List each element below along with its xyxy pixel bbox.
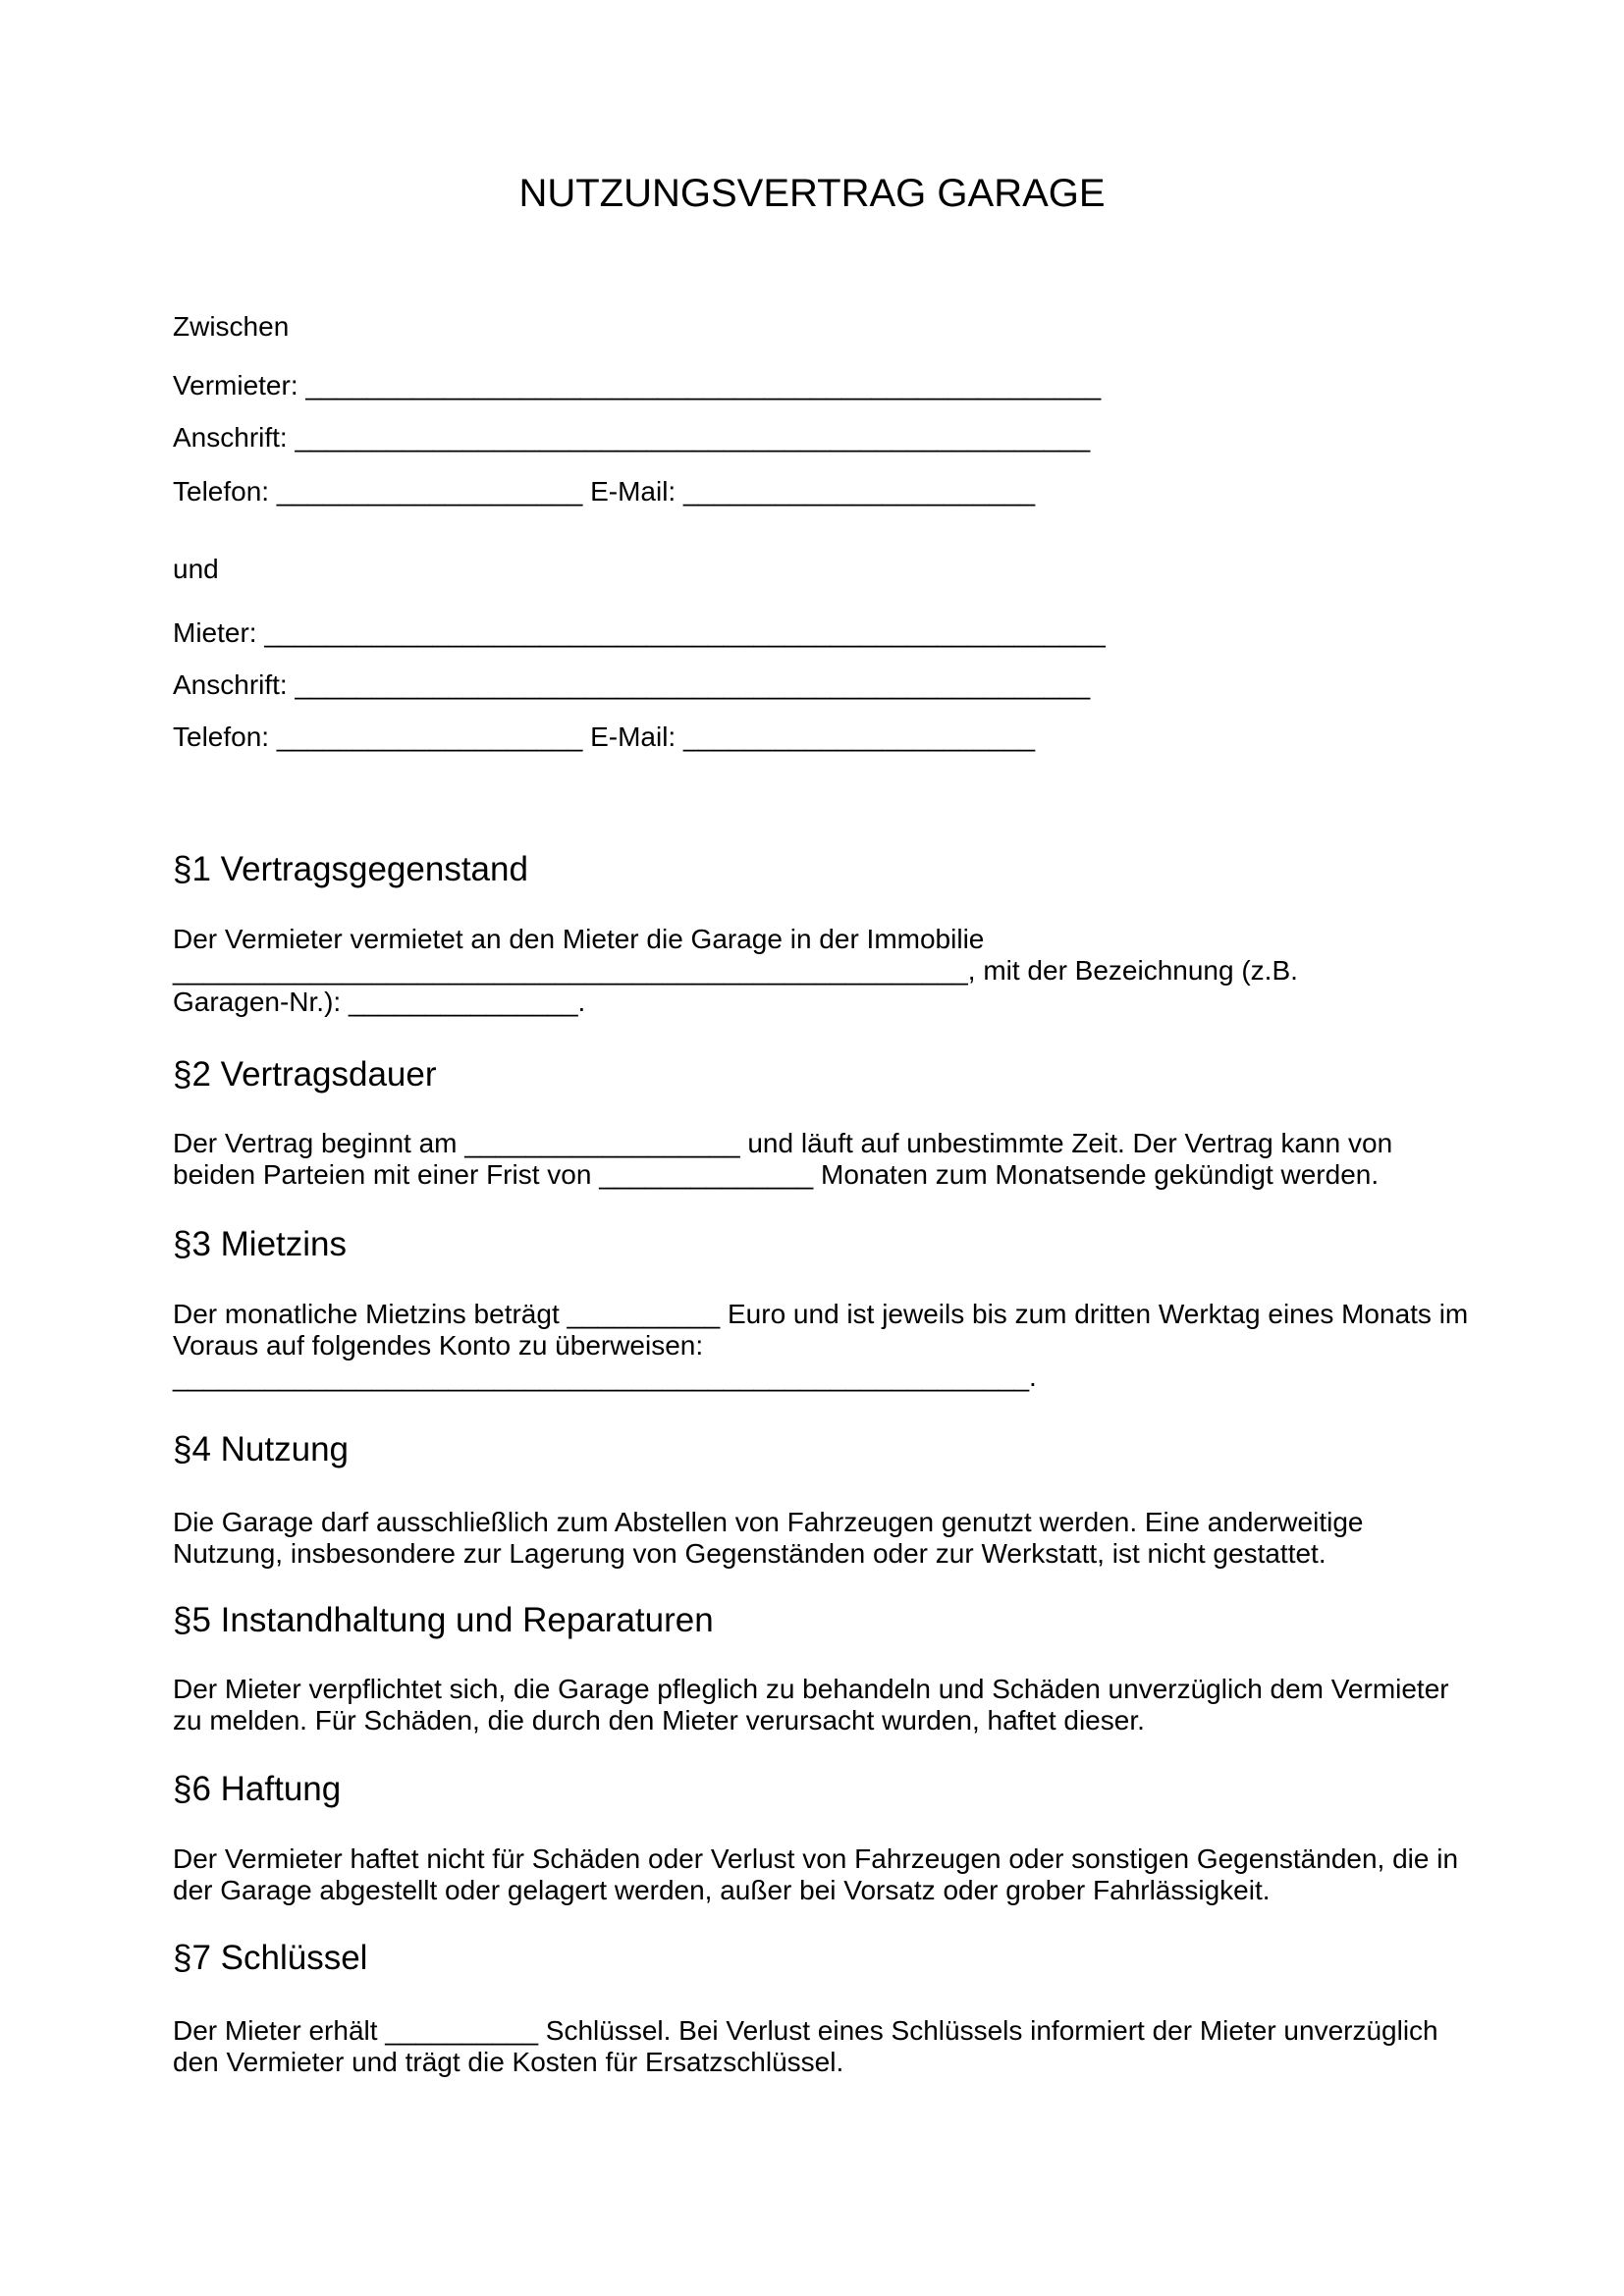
section-5-heading: §5 Instandhaltung und Reparaturen [173,1601,714,1639]
section-5-line-1: Der Mieter verpflichtet sich, die Garage pfleglich zu behandeln und Schäden unverzüglich dem Vermieter [173,1674,1449,1704]
section-3-heading: §3 Mietzins [173,1225,348,1263]
landlord-contact-line: Telefon: ____________________ E-Mail: _______________________ [173,476,1036,507]
section-7-line-2: den Vermieter und trägt die Kosten für Ersatzschlüssel. [173,2047,844,2077]
conjunction-word: und [173,554,219,584]
section-2-body [173,1128,1392,1191]
section-3-line-1: Der monatliche Mietzins beträgt __________ Euro und ist jeweils bis zum dritten Werktag eines Monats im [173,1299,1469,1329]
section-6-heading: §6 Haftung [173,1770,342,1808]
section-4-body [173,1507,1363,1570]
section-4-line-2: Nutzung, insbesondere zur Lagerung von Gegenständen oder zur Werkstatt, ist nicht gestattet. [173,1538,1326,1569]
section-4-heading: §4 Nutzung [173,1430,350,1468]
section-3-line-3: ________________________________________________________. [173,1362,1037,1392]
section-1-line-1: Der Vermieter vermietet an den Mieter die Garage in der Immobilie [173,924,985,954]
section-5-body [173,1674,1449,1736]
intro-word: Zwischen [173,311,290,342]
section-7-line-1: Der Mieter erhält __________ Schlüssel. Bei Verlust eines Schlüssels informiert der Mieter unverzüglich [173,2015,1438,2046]
document-title: NUTZUNGSVERTRAG GARAGE [518,172,1106,215]
section-6-line-1: Der Vermieter haftet nicht für Schäden oder Verlust von Fahrzeugen oder sonstigen Gegenständen, die in [173,1843,1459,1874]
section-5-line-2: zu melden. Für Schäden, die durch den Mieter verursacht wurden, haftet dieser. [173,1705,1145,1735]
section-1-line-2: ____________________________________________________, mit der Bezeichnung (z.B. [173,955,1298,986]
section-2-heading: §2 Vertragsdauer [173,1055,437,1094]
tenant-name-line: Mieter: _______________________________________________________ [173,617,1106,648]
tenant-contact-line: Telefon: ____________________ E-Mail: _______________________ [173,721,1036,752]
section-6-line-2: der Garage abgestellt oder gelagert werden, außer bei Vorsatz oder grober Fahrlässigkeit. [173,1875,1271,1905]
section-4-line-1: Die Garage darf ausschließlich zum Abstellen von Fahrzeugen genutzt werden. Eine anderweitige [173,1507,1364,1537]
section-2-line-1: Der Vertrag beginnt am __________________ und läuft auf unbestimmte Zeit. Der Vertrag kann von [173,1128,1393,1158]
section-2-line-2: beiden Parteien mit einer Frist von ______________ Monaten zum Monatsende gekündigt werden. [173,1159,1380,1190]
section-3-line-2: Voraus auf folgendes Konto zu überweisen: [173,1330,704,1361]
section-3-body [173,1299,1468,1393]
section-1-line-3: Garagen-Nr.): _______________. [173,987,586,1017]
tenant-address-line: Anschrift: ____________________________________________________ [173,669,1091,700]
section-1-body [173,924,1298,1018]
landlord-address-line: Anschrift: ____________________________________________________ [173,422,1091,453]
section-1-heading: §1 Vertragsgegenstand [173,850,528,888]
section-7-body [173,2015,1438,2078]
section-6-body [173,1843,1458,1906]
landlord-name-line: Vermieter: ____________________________________________________ [173,370,1102,400]
section-7-heading: §7 Schlüssel [173,1939,368,1977]
